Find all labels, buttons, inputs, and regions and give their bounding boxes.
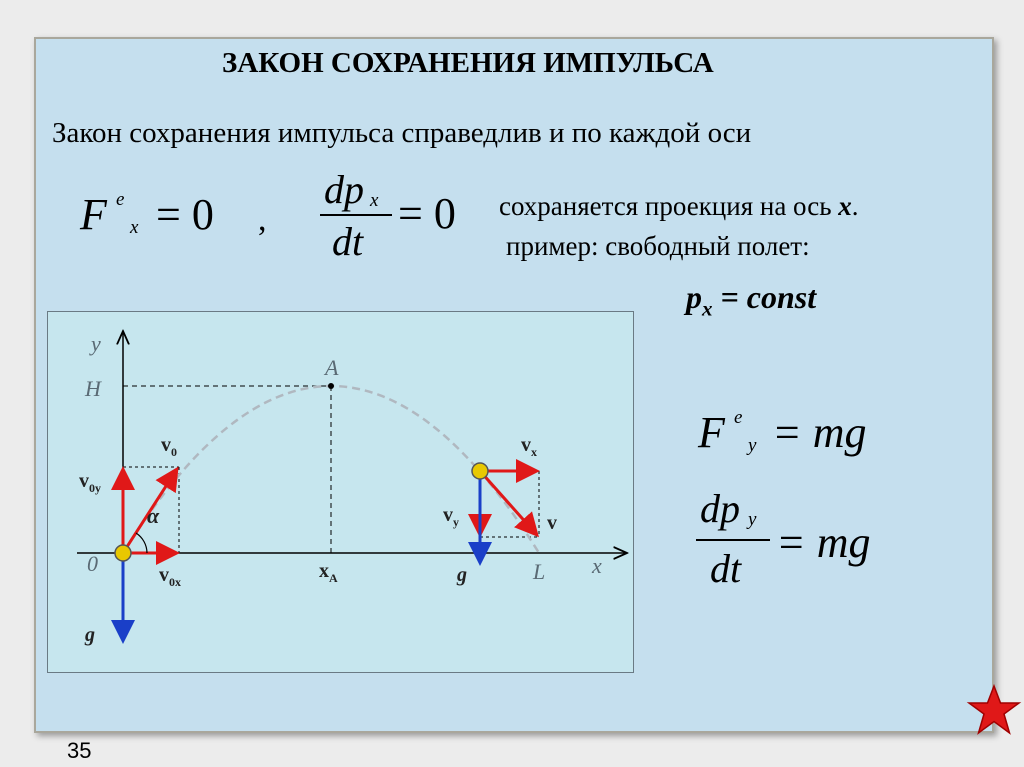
label-x: x [592, 553, 602, 578]
equation-dpx-dt [318, 166, 518, 271]
eq4-rhs: = mg [776, 518, 871, 567]
eq1-sub: x [130, 217, 139, 238]
label-g-left: g [85, 624, 95, 646]
eq4-fraction-bar [696, 539, 770, 541]
slide [34, 37, 994, 733]
label-v0y-sub: 0y [89, 481, 101, 495]
star-icon[interactable] [966, 683, 1022, 739]
eq1-f: F [80, 190, 107, 239]
equation-fy [698, 407, 918, 467]
px-rest: = const [712, 279, 817, 315]
trajectory-figure [47, 311, 634, 673]
label-vy-main: v [443, 504, 453, 526]
label-v0-sub: 0 [171, 445, 177, 459]
label-vx-sub: x [531, 445, 537, 459]
eq4-num-sub: y [748, 509, 757, 530]
label-v0x-sub: 0x [169, 575, 181, 589]
formula-px-const [686, 279, 816, 321]
eq3-sub: y [748, 435, 757, 456]
equation-fx [80, 189, 270, 249]
label-xA-main: x [319, 560, 329, 582]
equation-dpy-dt [692, 485, 912, 595]
label-L: L [533, 559, 546, 584]
label-origin: 0 [87, 551, 98, 576]
label-alpha: α [147, 503, 160, 528]
px-p: p [686, 279, 702, 315]
label-vy-sub: y [453, 515, 459, 529]
page-number: 35 [67, 738, 92, 763]
figure-background [47, 311, 634, 673]
intro-text: Закон сохранения импульса справедлив и по каждой оси [52, 117, 752, 149]
note-axis: x [838, 191, 852, 221]
ball-current [472, 463, 488, 479]
label-H: H [85, 376, 101, 401]
slide-title: ЗАКОН СОХРАНЕНИЯ ИМПУЛЬСА [222, 47, 714, 79]
label-xA-sub: A [329, 571, 338, 585]
eq2-fraction-bar [320, 214, 392, 216]
eq2-rhs: = 0 [398, 189, 456, 238]
note-text: сохраняется проекция на ось [499, 191, 839, 221]
note-line2: пример: свободный полет: [506, 231, 810, 261]
label-vx-main: v [521, 434, 531, 456]
px-sub: x [702, 296, 713, 321]
ball-start [115, 545, 131, 561]
eq2-num: dp [324, 167, 364, 212]
label-v: v [547, 512, 557, 534]
label-g-right: g [457, 564, 467, 586]
label-v0y-main: v [79, 470, 89, 492]
label-v0x-main: v [159, 564, 169, 586]
eq1-rhs: = 0 [156, 190, 214, 239]
label-A: A [325, 355, 339, 380]
eq4-num: dp [700, 486, 740, 531]
eq3-f: F [698, 408, 725, 457]
eq3-sup: e [734, 407, 743, 428]
eq2-num-sub: x [370, 190, 379, 211]
eq1-sup: e [116, 189, 125, 210]
note-end: . [851, 191, 859, 221]
eq3-rhs: = mg [772, 408, 867, 457]
eq4-den: dt [710, 546, 742, 591]
note-line1 [499, 191, 859, 222]
eq2-den: dt [332, 219, 364, 264]
label-v0-main: v [161, 434, 171, 456]
equation-comma: , [258, 201, 267, 238]
apex-point [328, 383, 334, 389]
label-y: y [91, 331, 101, 356]
